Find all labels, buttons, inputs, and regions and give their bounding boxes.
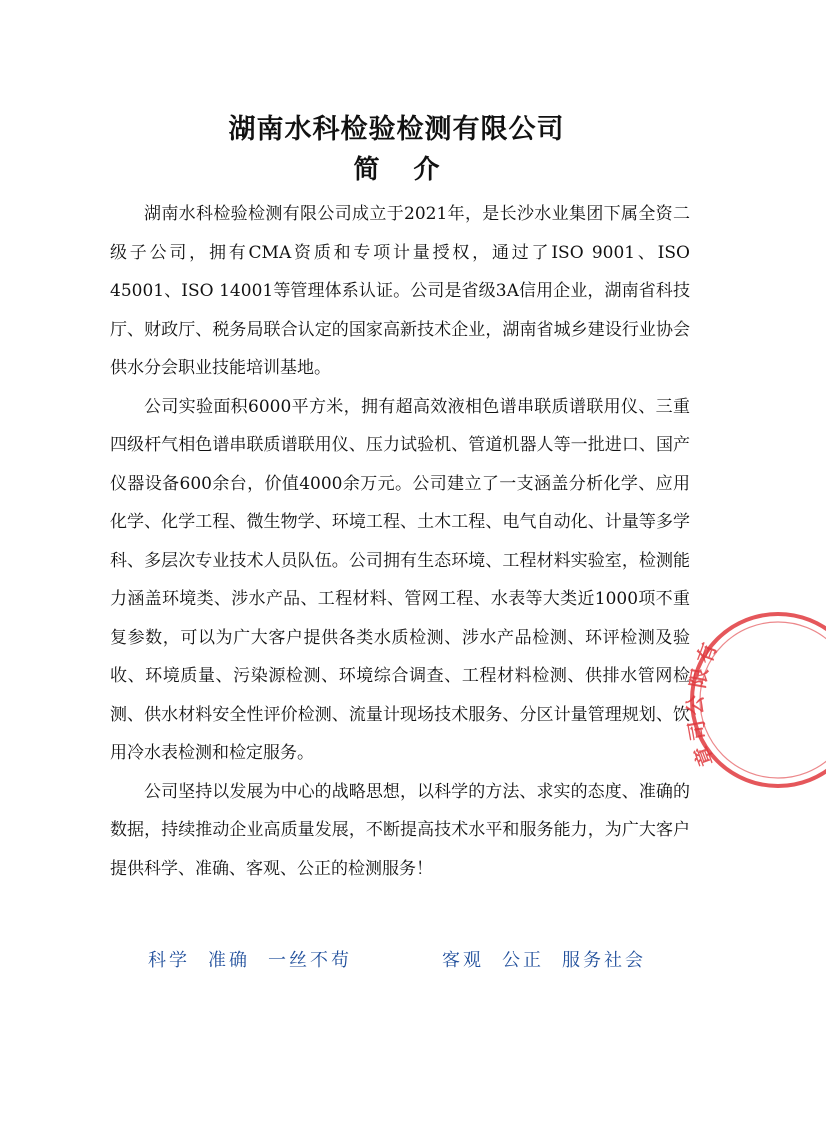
svg-text:有: 有 <box>692 639 722 667</box>
slogan-item: 公正 <box>502 950 544 971</box>
slogan-item: 客观 <box>442 950 484 971</box>
subtitle-char: 介 <box>413 155 440 185</box>
slogan-item: 服务社会 <box>562 950 646 971</box>
svg-text:章: 章 <box>689 742 719 770</box>
document-body <box>110 195 690 888</box>
document-title: 湖南水科检验检测有限公司 <box>228 114 565 145</box>
subtitle-char: 简 <box>353 155 380 185</box>
company-seal-stamp <box>683 605 826 795</box>
slogan-right <box>442 946 664 972</box>
paragraph-capabilities: 公司实验面积6000平方米，拥有超高效液相色谱串联质谱联用仪、三重四级杆气相色谱串联质谱联用仪、压力试验机、管道机器人等一批进口、国产仪器设备600余台，价值4000余万元。公司建立了一支涵盖分析化学、应用化学、化学工程、微生物学、环境工程、土木工程、电气自动化、计量等多学科、多层次专业技术人员队伍。公司拥有生态环境、工程材料实验室，检测能力涵盖环境类、涉水产品、工程材料、管网工程、水表等大类近1000项不重复参数，可以为广大客户提供各类水质检测、涉水产品检测、环评检测及验收、环境质量、污染源检测、环境综合调查、工程材料检测、供排水管网检测、供水材料安全性评价检测、流量计现场技术服务、分区计量管理规划、饮用冷水表检测和检定服务。 <box>110 396 690 763</box>
svg-text:限: 限 <box>685 666 713 690</box>
paragraph-mission: 公司坚持以发展为中心的战略思想，以科学的方法、求实的态度、准确的数据，持续推动企业高质量发展，不断提高技术水平和服务能力，为广大客户提供科学、准确、客观、公正的检测服务！ <box>110 781 690 879</box>
slogan-item: 准确 <box>208 950 250 971</box>
slogan-left <box>148 946 370 972</box>
document-subtitle <box>0 153 793 187</box>
svg-text:公: 公 <box>683 695 707 715</box>
slogan-item: 一丝不苟 <box>268 950 352 971</box>
slogan-item: 科学 <box>148 950 190 971</box>
svg-text:司: 司 <box>683 718 711 743</box>
paragraph-overview: 湖南水科检验检测有限公司成立于2021年，是长沙水业集团下属全资二级子公司，拥有CMA资质和专项计量授权，通过了ISO 9001、ISO 45001、ISO 14001等管理体系认证。公司是省级3A信用企业，湖南省科技厅、财政厅、税务局联合认定的国家高新技术企业，湖南省城乡建设行业协会供水分会职业技能培训基地。 <box>110 204 690 378</box>
